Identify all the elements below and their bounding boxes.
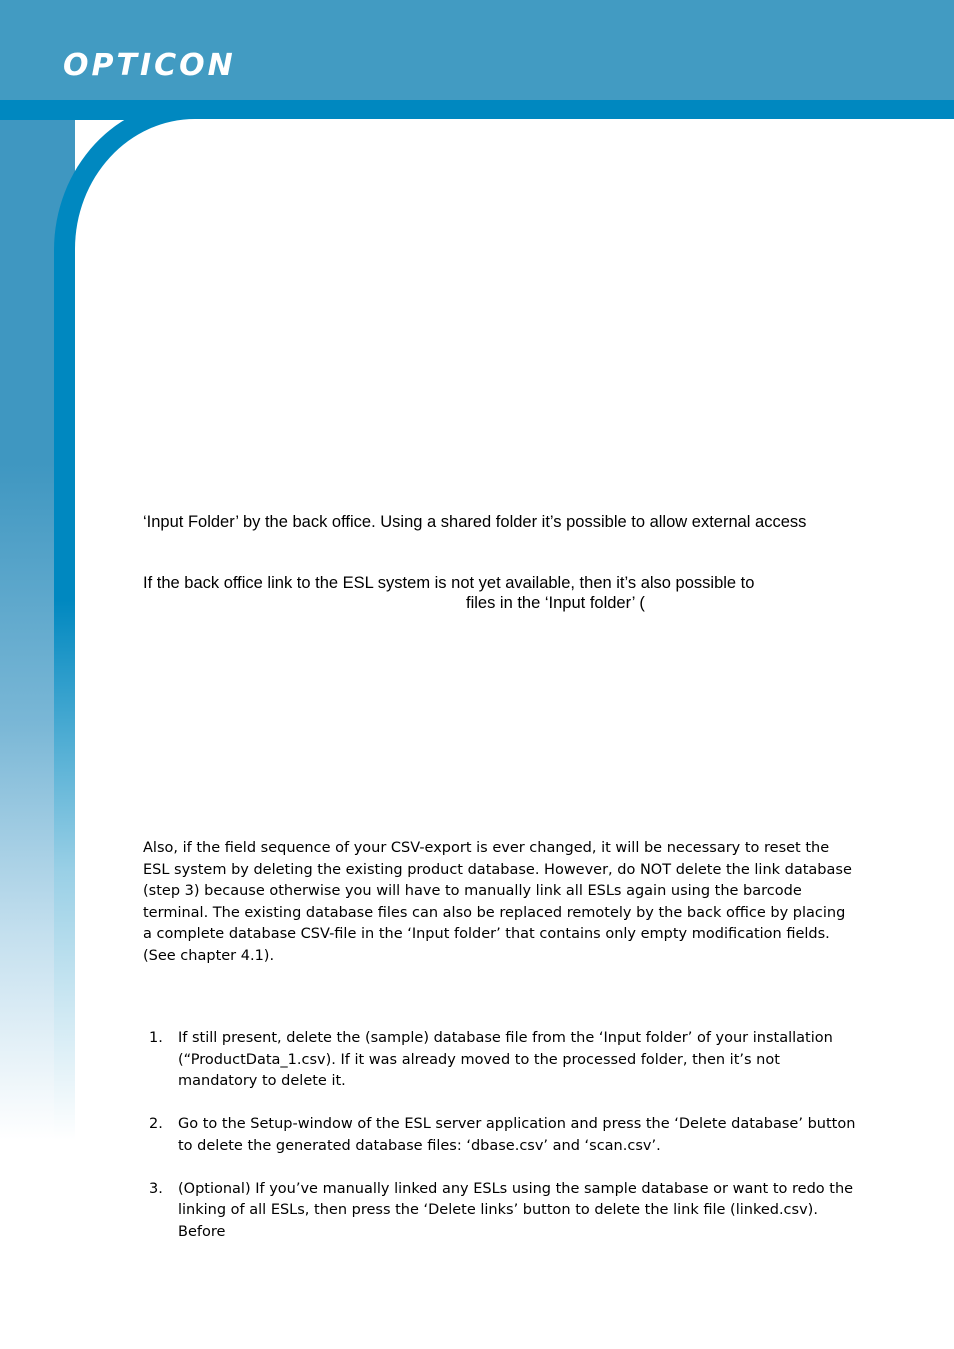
text-fragment-back-office-link: If the back office link to the ESL system is not yet available, then it’s also possible to: [143, 574, 755, 592]
reset-paragraph: Also, if the field sequence of your CSV-export is ever changed, it will be necessary to reset the ESL system by deleting the existing product database. However, do NOT delete the link database (step 3) because otherwise you will have to manually link all ESLs again using the barcode terminal. The existing database files can also be replaced remotely by the back office by placing a complete database CSV-file in the ‘Input folder’ that contains only empty modification fields. (See chapter 4.1).: [143, 840, 852, 964]
step-text: (Optional) If you’ve manually linked any ESLs using the sample database or want to redo the linking of all ESLs, then press the ‘Delete links’ button to delete the link file (linked.csv). Before: [178, 1180, 854, 1240]
header-stripe: [0, 100, 954, 120]
text-fragment-files-input-folder: files in the ‘Input folder’ (: [466, 594, 645, 612]
step-number: 1.: [149, 1030, 163, 1046]
step-number: 3.: [149, 1180, 163, 1197]
step-text: If still present, delete the (sample) database file from the ‘Input folder’ of your installation (“ProductData_1.csv). If it was already moved to the processed folder, then it’s not mandatory to delete it.: [178, 1030, 833, 1089]
opticon-logo: OPTICON: [63, 48, 236, 83]
list-item: [143, 1179, 858, 1244]
list-item: [143, 1114, 858, 1157]
step-text: Go to the Setup-window of the ESL server application and press the ‘Delete database’ button to delete the generated database files: ‘dbase.csv’ and ‘scan.csv’.: [178, 1116, 856, 1154]
list-item: [143, 1028, 858, 1093]
steps-list: [143, 1028, 858, 1243]
text-fragment-input-folder: ‘Input Folder’ by the back office. Using a shared folder it’s possible to allow external access: [143, 513, 807, 531]
step-number: 2.: [149, 1116, 163, 1132]
